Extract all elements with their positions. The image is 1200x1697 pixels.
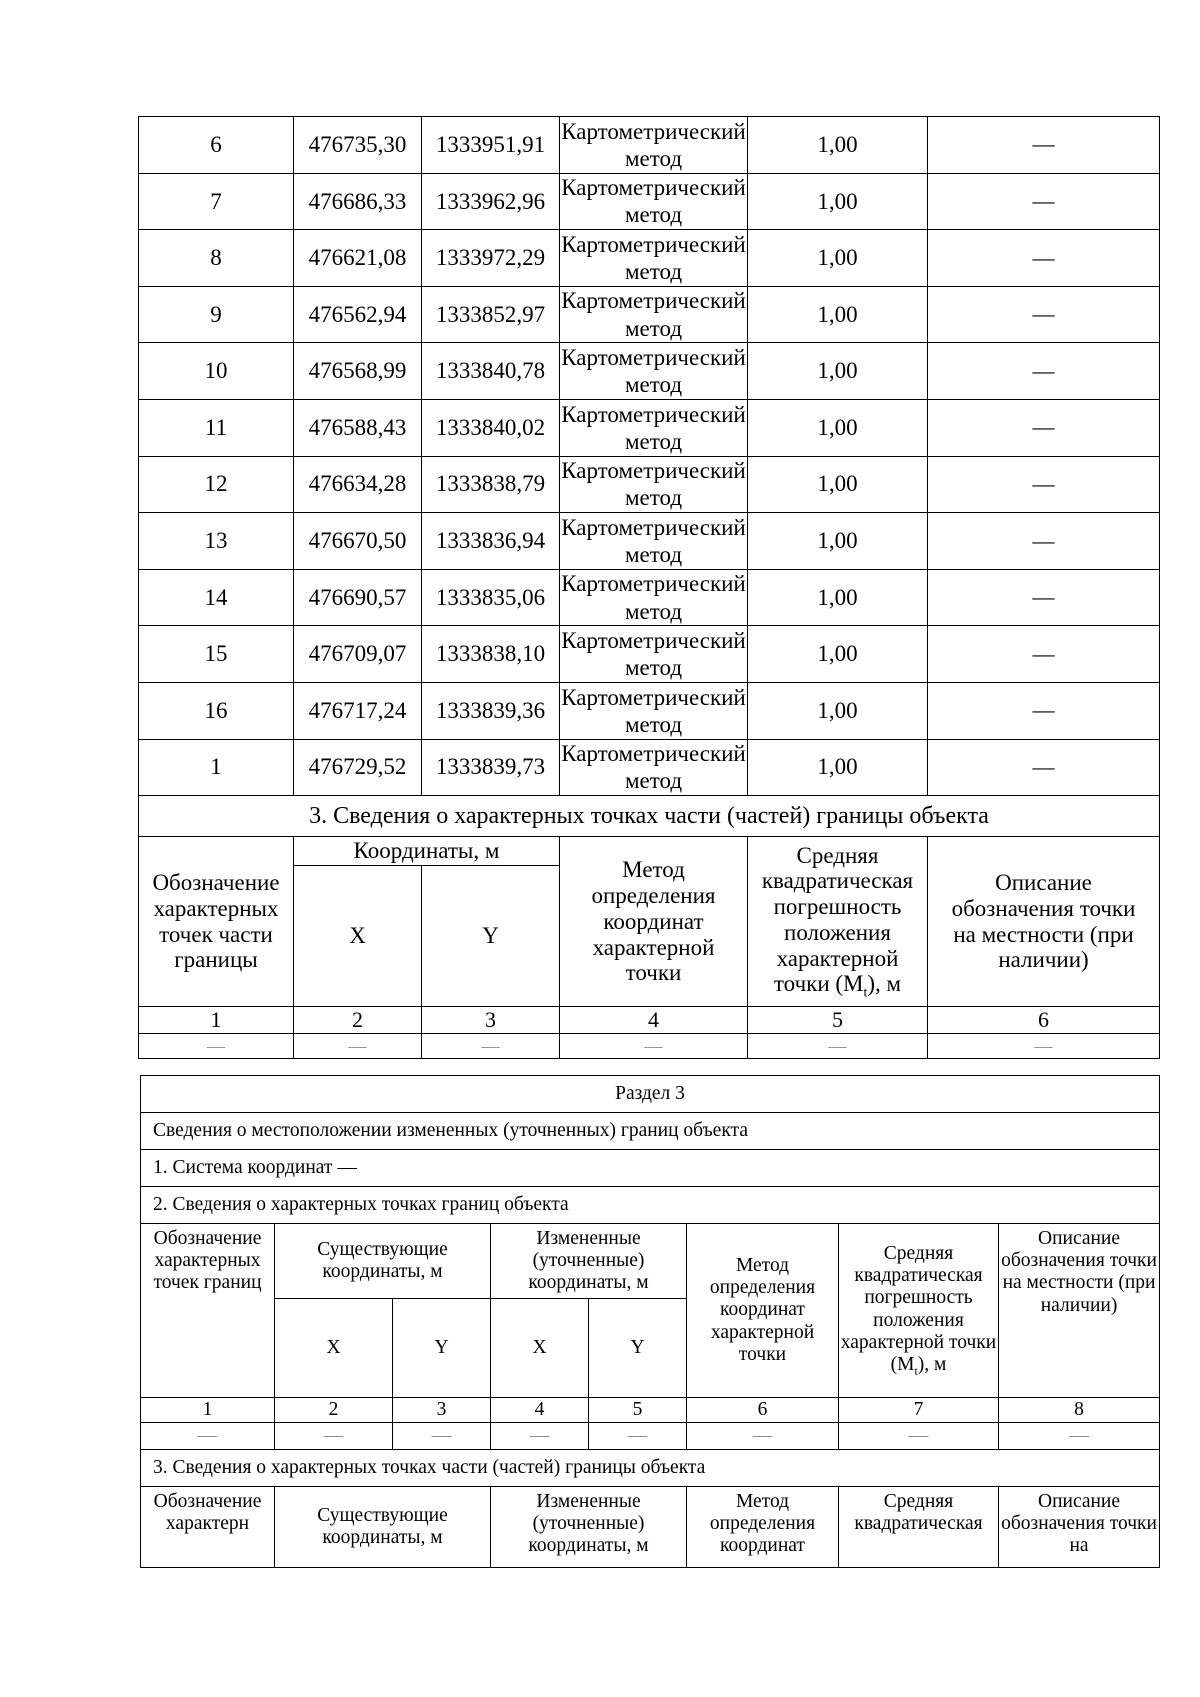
point-description: — [928, 739, 1160, 796]
point-number: 1 [139, 739, 294, 796]
error-header: Средняя квадратическая погрешность положения характерной точки $(M_t)$, м [839, 1224, 999, 1398]
point-mt: 1,00 [748, 399, 928, 456]
point-description: — [928, 399, 1160, 456]
method-line1: Картометрический [561, 458, 746, 484]
point-method [560, 569, 748, 626]
column-number: 7 [839, 1398, 999, 1423]
point-number: 16 [139, 682, 294, 739]
point-x: 476562,94 [294, 286, 422, 343]
method-line1: Картометрический [561, 741, 746, 767]
method-line1: Картометрический [561, 401, 746, 427]
point-x: 476690,57 [294, 569, 422, 626]
designation-header: Обозначение характерных точек границ [141, 1224, 275, 1398]
point-number: 10 [139, 343, 294, 400]
point-row [139, 286, 1160, 343]
parts-error-header: Средняя квадратическая [839, 1487, 999, 1568]
point-x: 476621,08 [294, 230, 422, 287]
column-number: 5 [748, 1007, 928, 1034]
x-header: X [294, 866, 422, 1007]
point-mt: 1,00 [748, 682, 928, 739]
method-line1: Картометрический [561, 514, 746, 540]
coords-header: Координаты, м [294, 837, 560, 866]
column-number: 2 [294, 1007, 422, 1034]
point-number: 9 [139, 286, 294, 343]
column-number: 4 [560, 1007, 748, 1034]
empty-cell: — [999, 1423, 1160, 1450]
parts-changed-header: Измененные (уточненные) координаты, м [491, 1487, 687, 1568]
point-row [139, 739, 1160, 796]
point-description: — [928, 513, 1160, 570]
method-line2: метод [624, 485, 683, 511]
point-mt: 1,00 [748, 456, 928, 513]
empty-cell: — [491, 1423, 589, 1450]
method-line2: метод [624, 372, 683, 398]
point-mt: 1,00 [748, 286, 928, 343]
point-number: 13 [139, 513, 294, 570]
point-y: 1333840,78 [422, 343, 560, 400]
point-mt: 1,00 [748, 173, 928, 230]
existing-x-header: X [275, 1299, 393, 1398]
point-mt: 1,00 [748, 117, 928, 174]
points-title: 2. Сведения о характерных точках границ объекта [141, 1187, 1160, 1224]
empty-cell: — [560, 1034, 748, 1059]
empty-cell: — [928, 1034, 1160, 1059]
point-method [560, 343, 748, 400]
column-number: 4 [491, 1398, 589, 1423]
point-mt: 1,00 [748, 569, 928, 626]
point-x: 476686,33 [294, 173, 422, 230]
method-line1: Картометрический [561, 231, 746, 257]
changed-y-header: Y [589, 1299, 687, 1398]
point-row [139, 513, 1160, 570]
point-y: 1333839,36 [422, 682, 560, 739]
point-method [560, 399, 748, 456]
parts-method-header: Метод определения координат [687, 1487, 839, 1568]
column-number: 6 [687, 1398, 839, 1423]
point-description: — [928, 286, 1160, 343]
point-x: 476717,24 [294, 682, 422, 739]
point-y: 1333951,91 [422, 117, 560, 174]
description-header: Описание обозначения точки на местности (при наличии) [928, 837, 1160, 1007]
method-line2: метод [624, 202, 683, 228]
point-number: 14 [139, 569, 294, 626]
column-number: 1 [141, 1398, 275, 1423]
point-y: 1333835,06 [422, 569, 560, 626]
boundary-points-table [138, 116, 1160, 1059]
point-row [139, 626, 1160, 683]
point-method [560, 626, 748, 683]
empty-cell: — [839, 1423, 999, 1450]
point-description: — [928, 626, 1160, 683]
column-number: 8 [999, 1398, 1160, 1423]
point-description: — [928, 682, 1160, 739]
point-row [139, 682, 1160, 739]
parts-title: 3. Сведения о характерных точках части (частей) границы объекта [141, 1450, 1160, 1487]
column-number: 6 [928, 1007, 1160, 1034]
method-line1: Картометрический [561, 118, 746, 144]
method-line2: метод [624, 655, 683, 681]
method-line2: метод [624, 258, 683, 284]
point-x: 476709,07 [294, 626, 422, 683]
method-line1: Картометрический [561, 345, 746, 371]
point-y: 1333962,96 [422, 173, 560, 230]
error-header: Средняя квадратическая погрешность положения характерной точки $(M_t)$, м [748, 837, 928, 1007]
point-mt: 1,00 [748, 513, 928, 570]
parts-existing-header: Существующие координаты, м [275, 1487, 491, 1568]
column-number: 5 [589, 1398, 687, 1423]
empty-cell: — [141, 1423, 275, 1450]
point-method [560, 286, 748, 343]
parts-designation-header: Обозначение характерн [141, 1487, 275, 1568]
point-description: — [928, 456, 1160, 513]
empty-cell: — [275, 1423, 393, 1450]
method-line2: метод [624, 711, 683, 737]
method-line2: метод [624, 315, 683, 341]
point-y: 1333839,73 [422, 739, 560, 796]
point-row [139, 230, 1160, 287]
description-header: Описание обозначения точки на местности (при наличии) [999, 1224, 1160, 1398]
method-line1: Картометрический [561, 288, 746, 314]
point-x: 476729,52 [294, 739, 422, 796]
point-method [560, 739, 748, 796]
point-y: 1333838,10 [422, 626, 560, 683]
point-y: 1333840,02 [422, 399, 560, 456]
method-line1: Картометрический [561, 628, 746, 654]
point-description: — [928, 173, 1160, 230]
method-line2: метод [624, 768, 683, 794]
method-line1: Картометрический [561, 571, 746, 597]
method-line2: метод [624, 145, 683, 171]
coord-system-line: 1. Система координат — [141, 1150, 1160, 1187]
point-description: — [928, 230, 1160, 287]
point-mt: 1,00 [748, 230, 928, 287]
part-points-title: 3. Сведения о характерных точках части (частей) границы объекта [139, 796, 1160, 837]
point-x: 476670,50 [294, 513, 422, 570]
point-x: 476588,43 [294, 399, 422, 456]
column-number: 3 [422, 1007, 560, 1034]
point-y: 1333852,97 [422, 286, 560, 343]
point-description: — [928, 117, 1160, 174]
point-row [139, 173, 1160, 230]
empty-cell: — [139, 1034, 294, 1059]
existing-coords-header: Существующие координаты, м [275, 1224, 491, 1299]
empty-cell: — [589, 1423, 687, 1450]
method-line1: Картометрический [561, 175, 746, 201]
point-y: 1333836,94 [422, 513, 560, 570]
method-header: Метод определения координат характерной точки [687, 1224, 839, 1398]
point-x: 476735,30 [294, 117, 422, 174]
point-method [560, 513, 748, 570]
empty-cell: — [393, 1423, 491, 1450]
point-number: 8 [139, 230, 294, 287]
changed-coords-header: Измененные (уточненные) координаты, м [491, 1224, 687, 1299]
point-x: 476634,28 [294, 456, 422, 513]
y-header: Y [422, 866, 560, 1007]
column-number: 3 [393, 1398, 491, 1423]
point-y: 1333972,29 [422, 230, 560, 287]
point-x: 476568,99 [294, 343, 422, 400]
section3-table [140, 1075, 1160, 1568]
column-number: 2 [275, 1398, 393, 1423]
method-line1: Картометрический [561, 684, 746, 710]
method-header: Метод определения координат характерной точки [560, 837, 748, 1007]
parts-description-header: Описание обозначения точки на [999, 1487, 1160, 1568]
section3-title: Раздел 3 [141, 1076, 1160, 1113]
point-number: 11 [139, 399, 294, 456]
empty-cell: — [687, 1423, 839, 1450]
changed-x-header: X [491, 1299, 589, 1398]
point-method [560, 682, 748, 739]
point-description: — [928, 569, 1160, 626]
method-line2: метод [624, 598, 683, 624]
method-line2: метод [624, 428, 683, 454]
section3-subtitle: Сведения о местоположении измененных (уточненных) границ объекта [141, 1113, 1160, 1150]
point-description: — [928, 343, 1160, 400]
point-row [139, 569, 1160, 626]
point-mt: 1,00 [748, 739, 928, 796]
empty-cell: — [294, 1034, 422, 1059]
point-mt: 1,00 [748, 626, 928, 683]
designation-header: Обозначение характерных точек части границы [139, 837, 294, 1007]
column-number: 1 [139, 1007, 294, 1034]
point-number: 7 [139, 173, 294, 230]
existing-y-header: Y [393, 1299, 491, 1398]
point-row [139, 399, 1160, 456]
point-number: 15 [139, 626, 294, 683]
point-row [139, 117, 1160, 174]
point-method [560, 230, 748, 287]
point-number: 12 [139, 456, 294, 513]
point-number: 6 [139, 117, 294, 174]
empty-cell: — [422, 1034, 560, 1059]
method-line2: метод [624, 541, 683, 567]
empty-cell: — [748, 1034, 928, 1059]
point-method [560, 117, 748, 174]
point-method [560, 173, 748, 230]
point-mt: 1,00 [748, 343, 928, 400]
point-row [139, 456, 1160, 513]
point-row [139, 343, 1160, 400]
point-y: 1333838,79 [422, 456, 560, 513]
point-method [560, 456, 748, 513]
